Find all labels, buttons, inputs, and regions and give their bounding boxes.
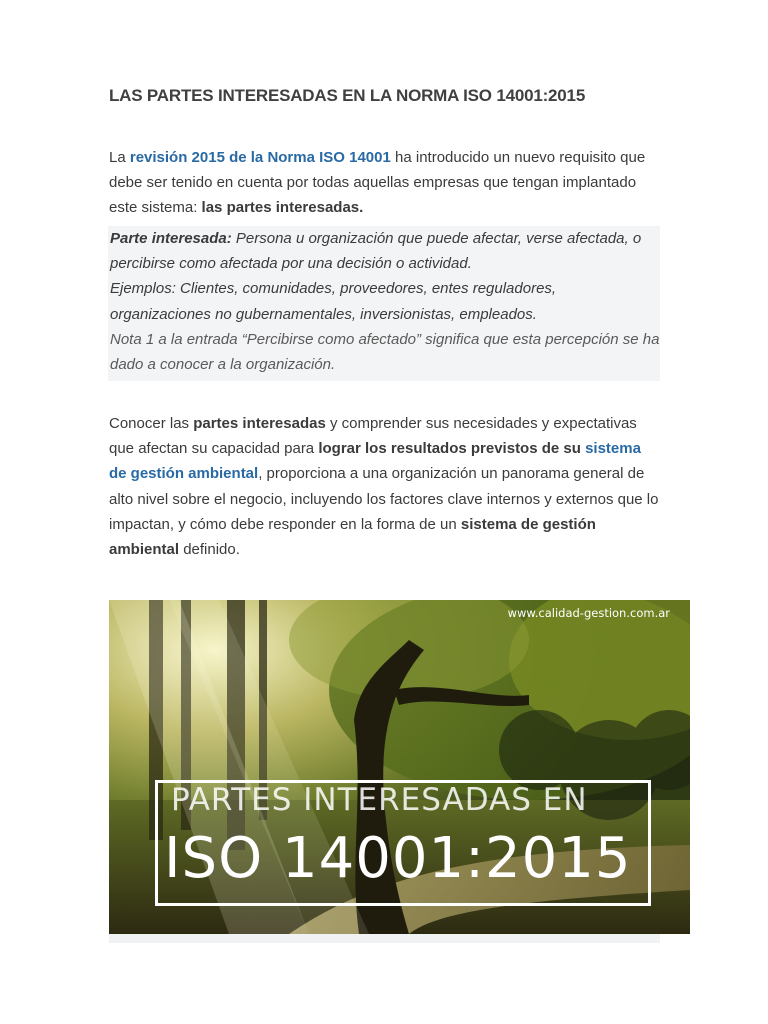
forest-banner-image <box>109 600 690 934</box>
intro-paragraph <box>109 145 661 221</box>
definition-quote <box>108 226 660 381</box>
quote-note: Nota 1 a la entrada “Percibirse como afectado” significa que esta percepción se ha dado a conocer a la organización. <box>110 330 660 374</box>
p2-text-3: , proporciona a una organización un panorama general de alto nivel sobre el negocio, incluyendo los factores clave internos y externos que lo impactan, y cómo debe responder en la forma de un <box>109 465 659 533</box>
website-watermark: www.calidad-gestion.com.ar <box>507 606 670 620</box>
p2-text-4: definido. <box>179 541 240 559</box>
sga-link[interactable]: sistema de gestión ambiental <box>109 440 641 483</box>
quote-definition: Persona u organización que puede afectar, verse afectada, o percibirse como afectada por una decisión o actividad. <box>110 230 642 273</box>
intro-text-1: La <box>109 149 130 166</box>
p2-bold-3: sistema de gestión ambiental <box>109 515 596 559</box>
banner-line-1: PARTES INTERESADAS EN <box>171 782 588 818</box>
image-caption-bar <box>109 934 660 943</box>
intro-bold: las partes interesadas. <box>201 199 364 217</box>
quote-term: Parte interesada: <box>110 230 232 247</box>
p2-bold-2: lograr los resultados previstos de su <box>318 440 586 458</box>
p2-text-2: y comprender sus necesidades y expectativas que afectan su capacidad para <box>109 415 637 458</box>
p2-bold-1: partes interesadas <box>193 415 326 432</box>
quote-examples: Ejemplos: Clientes, comunidades, proveedores, entes reguladores, organizaciones no gubernamentales, inversionistas, empleados. <box>110 280 557 323</box>
page-title: LAS PARTES INTERESADAS EN LA NORMA ISO 14001:2015 <box>109 86 586 105</box>
second-paragraph <box>109 411 661 562</box>
iso-revision-link[interactable]: revisión 2015 de la Norma ISO 14001 <box>129 149 391 166</box>
p2-text-1: Conocer las <box>109 415 194 432</box>
banner-line-2: ISO 14001:2015 <box>164 826 632 891</box>
intro-text-2: ha introducido un nuevo requisito que debe ser tenido en cuenta por todas aquellas empresas que tengan implantado este sistema: <box>109 149 646 217</box>
